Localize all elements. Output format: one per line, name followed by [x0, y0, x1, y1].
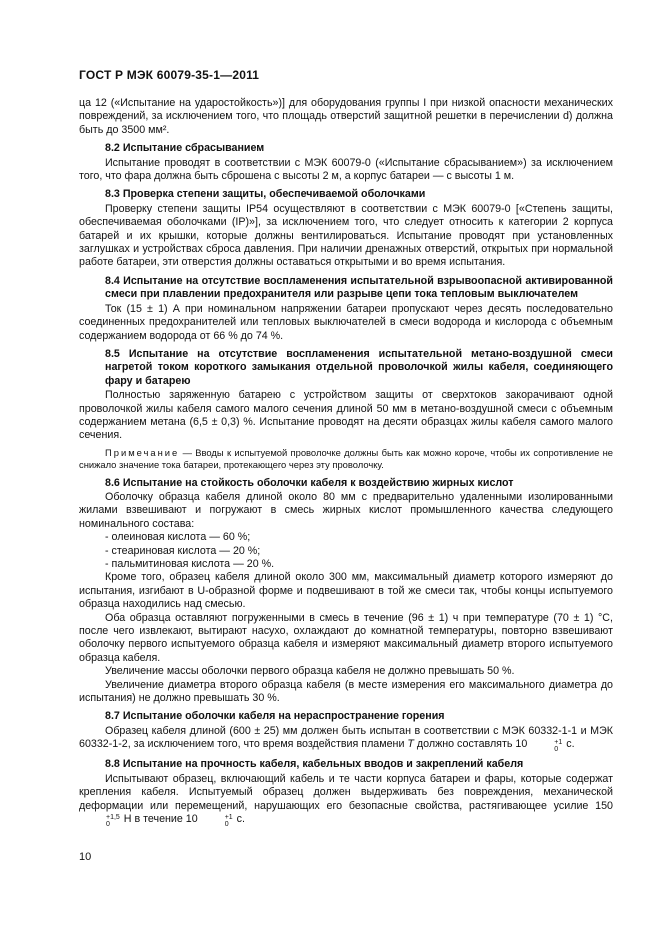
body-text: с. — [233, 812, 245, 825]
list-item: - пальмитиновая кислота — 20 %. — [105, 558, 275, 570]
section-8-7-body — [79, 725, 613, 753]
section-8-4-heading: 8.4 Испытание на отсутствие воспламенения испытательной взрывоопасной активированной смеси при плавлении предохранителя или разрыве цепи тока тепловым выключателем — [105, 274, 613, 301]
tolerance — [80, 814, 120, 828]
document-body — [79, 97, 613, 828]
body-text: Образец кабеля длиной (600 ± 25) мм должен быть испытан в соответствии с МЭК 60332-1-1 и МЭК 60332-1-2, за исключением того, что время воздействия пламени — [79, 724, 613, 751]
section-8-6-paragraph-4: Увеличение массы оболочки первого образца кабеля не должно превышать 50 %. — [105, 665, 515, 678]
section-8-6-paragraph-5: Увеличение диаметра второго образца кабеля (в месте измерения его максимального диаметра до испытания) не должно превышать 30 %. — [79, 678, 613, 705]
page-number: 10 — [79, 851, 92, 863]
section-8-5-heading: 8.5 Испытание на отсутствие воспламенения испытательной метано-воздушной смеси нагретой током короткого замыкания отдельной проволочкой жилы кабеля, соединяющего фару и батарею — [105, 347, 613, 387]
variable-t: T — [407, 738, 414, 751]
section-8-3-body: Проверку степени защиты IP54 осуществляют в соответствии с МЭК 60079-0 [«Степень защиты, обеспечиваемая оболочками (IP)»], за исключением того, что следует относить к категории 2 корпуса батарей и их крышки, которые должны вентилироваться. Испытание проводят при установленных заглушках и устройствах сброса давления. При наличии дренажных отверстий, открытых при нормальной работе батареи, эти отверстия должны оставаться открытыми и во время испытания. — [79, 202, 613, 269]
section-8-6-heading: 8.6 Испытание на стойкость оболочки кабеля к воздействию жирных кислот — [105, 476, 514, 489]
section-8-6-paragraph-1: Оболочку образца кабеля длиной около 80 мм с предварительно удаленными изолированными жилами взвешивают и погружают в смесь жирных кислот промышленного качества следующего номинального состава: — [79, 490, 613, 530]
section-8-2-body: Испытание проводят в соответствии с МЭК 60079-0 («Испытание сбрасыванием») за исключением того, что фара должна быть сброшена с высоты 2 м, а корпус батареи — с высоты 1 м. — [79, 156, 613, 183]
section-8-5-note — [79, 447, 613, 472]
tolerance-lower: 0 — [224, 820, 229, 828]
note-text: — Вводы к испытуемой проволочке должны быть как можно короче, чтобы их сопротивление не снижало значение тока батареи, протекающего через эту проволочку. — [79, 446, 613, 471]
section-8-4-body: Ток (15 ± 1) А при номинальном напряжении батареи пропускают через десять последовательно соединенных предохранителей или тепловых выключателей в смеси водорода и кислорода с объемным содержанием водорода от 66 % до 74 %. — [79, 302, 613, 342]
section-8-8-heading: 8.8 Испытание на прочность кабеля, кабельных вводов и закреплений кабеля — [105, 758, 524, 771]
tolerance — [199, 814, 233, 828]
section-8-3-heading: 8.3 Проверка степени защиты, обеспечиваемой оболочками — [105, 188, 426, 201]
tolerance-upper: +1 — [554, 739, 563, 747]
body-text: Испытывают образец, включающий кабель и те части корпуса батареи и фары, которые содержат крепления кабеля. Испытуемый образец должен выдерживать без повреждения, механической деформации или перемещений, нарушающих его безопасные свойства, растягивающее усилие 150 — [79, 772, 613, 812]
list-item: - стеариновая кислота — 20 %; — [105, 544, 261, 557]
body-text: должно составлять 10 — [413, 738, 528, 751]
section-8-6-paragraph-3: Оба образца оставляют погруженными в смесь в течение (96 ± 1) ч при температуре (70 ± 1) °С, после чего извлекают, вытирают насухо, охлаждают до комнатной температуры, повторно взвешивают оболочку первого испытуемого образца кабеля и измеряют максимальный диаметр второго испытуемого образца кабеля. — [79, 611, 613, 664]
tolerance-upper: +1 — [224, 813, 233, 821]
body-text: Н в течение 10 — [120, 812, 198, 825]
tolerance — [528, 739, 562, 753]
acid-composition-list — [79, 531, 613, 571]
list-item: - олеиновая кислота — 60 %; — [105, 531, 251, 544]
intro-paragraph: ца 12 («Испытание на ударостойкость»)] для оборудования группы I при низкой опасности механических повреждений, за исключением того, что площадь отверстий защитной решетки в перечислении d) должна быть до 3500 мм². — [79, 97, 613, 136]
section-8-5-body: Полностью заряженную батарею с устройством защиты от сверхтоков закорачивают одной проволочкой жилы кабеля самого малого сечения длиной 50 мм в метано-воздушной смеси с объемным содержанием метана (6,5 ± 0,3) %. Испытание проводят на десяти образцах жилы кабеля самого малого сечения. — [79, 389, 613, 442]
section-8-7-heading: 8.7 Испытание оболочки кабеля на нераспространение горения — [105, 710, 445, 723]
section-8-8-body — [79, 773, 613, 828]
section-8-6-paragraph-2: Кроме того, образец кабеля длиной около 300 мм, максимальный диаметр которого измеряют до испытания, изгибают в U-образной форме и подвешивают в той же смеси так, чтобы концы испытуемого образца находились над смесью. — [79, 571, 613, 611]
tolerance-upper: +1,5 — [106, 813, 120, 821]
section-8-2-heading: 8.2 Испытание сбрасыванием — [105, 142, 265, 155]
tolerance-lower: 0 — [554, 746, 559, 754]
note-label: Примечание — [105, 446, 180, 458]
tolerance-lower: 0 — [106, 820, 110, 828]
document-header: ГОСТ Р МЭК 60079-35-1—2011 — [79, 68, 260, 82]
body-text: с. — [563, 738, 575, 751]
